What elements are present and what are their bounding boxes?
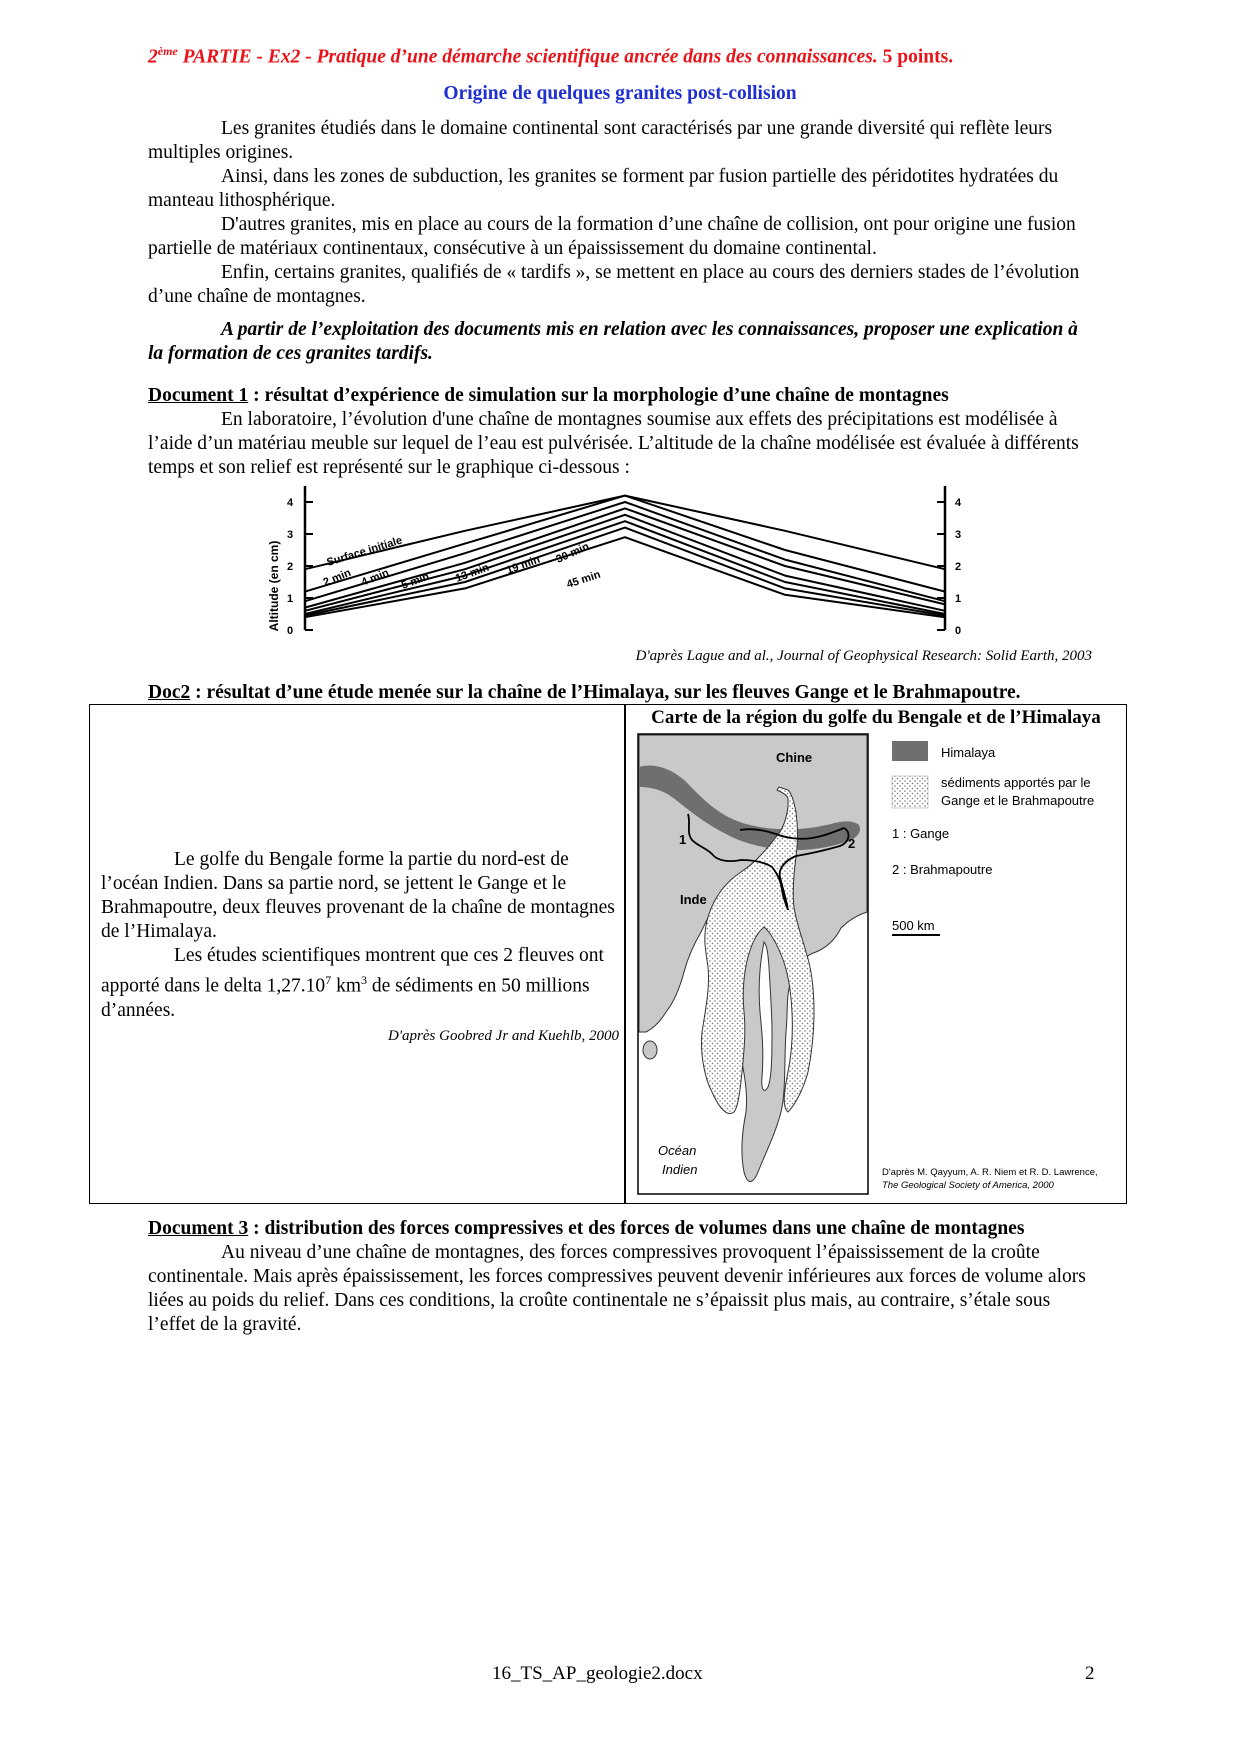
label-2min: 2 min bbox=[321, 566, 353, 589]
label-13min: 13 min bbox=[453, 561, 491, 585]
label-inde: Inde bbox=[680, 892, 707, 907]
map-title: Carte de la région du golfe du Bengale et de l’Himalaya bbox=[651, 707, 1101, 728]
label-ocean-1: Océan bbox=[658, 1143, 697, 1158]
title-main: PARTIE - Ex2 - Pratique d’une démarche scientifique ancrée dans des connaissances. bbox=[177, 46, 878, 68]
y-tick-label: 4 bbox=[955, 497, 962, 509]
exercise-title bbox=[148, 44, 1148, 69]
map-credit-2: The Geological Society of America, 2000 bbox=[882, 1180, 1054, 1191]
y-tick-label: 4 bbox=[287, 497, 294, 509]
intro-p2: Ainsi, dans les zones de subduction, les granites se forment par fusion partielle des péridotites hydratées du manteau lithosphérique. bbox=[148, 166, 1059, 211]
doc2-heading-text: : résultat d’une étude menée sur la chaîne de l’Himalaya, sur les fleuves Gange et le Brahmapoutre. bbox=[190, 682, 1021, 703]
doc2-p2-exp2: 3 bbox=[360, 973, 367, 987]
label-num1: 1 bbox=[679, 832, 687, 847]
legend-sed-1: sédiments apportés par le bbox=[941, 775, 1091, 790]
y-tick-label: 2 bbox=[287, 561, 294, 573]
intro-p3: D'autres granites, mis en place au cours de la formation d’une chaîne de collision, ont pour origine une fusion partielle de matériaux continentaux, consécutive à un épaississement du domaine continental. bbox=[148, 214, 1076, 259]
y-tick-label: 2 bbox=[955, 561, 962, 573]
doc1-source: D'après Lague and al., Journal of Geophysical Research: Solid Earth, 2003 bbox=[635, 648, 1092, 664]
doc1-heading-text: : résultat d’expérience de simulation sur la morphologie d’une chaîne de montagnes bbox=[248, 385, 949, 406]
y-tick-label: 1 bbox=[287, 593, 294, 605]
doc2-p1: Le golfe du Bengale forme la partie du nord-est de l’océan Indien. Dans sa partie nord, se jettent le Gange et le Brahmapoutre, deux fleuves provenant de la chaîne de montagnes de l’Himalaya. bbox=[101, 849, 615, 942]
y-tick-label: 0 bbox=[955, 625, 962, 637]
doc2-p2-c: de sédiments en 50 millions d’années. bbox=[101, 975, 590, 1021]
doc3-heading-text: : distribution des forces compressives et des forces de volumes dans une chaîne de montagnes bbox=[248, 1218, 1025, 1239]
title-points: 5 points. bbox=[877, 46, 954, 68]
footer-page-number: 2 bbox=[1085, 1663, 1095, 1684]
intro-p1: Les granites étudiés dans le domaine continental sont caractérisés par une grande diversité qui reflète leurs multiples origines. bbox=[148, 118, 1053, 163]
doc2-divider bbox=[624, 704, 626, 1204]
doc3-text: Au niveau d’une chaîne de montagnes, des forces compressives provoquent l’épaississement de la croûte continentale. Mais après épaississement, les forces compressives peuvent devenir inférieures aux forces de volume alors liées au poids du relief. Dans ces conditions, la croûte continentale ne s’épaissit plus mais, au contraire, s’étale sous l’effet de la gravité. bbox=[148, 1242, 1086, 1335]
map-credit-1: D'après M. Qayyum, A. R. Niem et R. D. Lawrence, bbox=[882, 1167, 1098, 1178]
label-ocean-2: Indien bbox=[662, 1162, 698, 1177]
doc1-label: Document 1 bbox=[148, 385, 249, 406]
subtitle: Origine de quelques granites post-collision bbox=[443, 83, 797, 104]
question: A partir de l’exploitation des documents mis en relation avec les connaissances, proposer une explication à la formation de ces granites tardifs. bbox=[148, 319, 1078, 364]
footer-filename: 16_TS_AP_geologie2.docx bbox=[492, 1663, 703, 1684]
doc2-label: Doc2 bbox=[148, 682, 191, 703]
label-45min: 45 min bbox=[565, 568, 603, 591]
doc2-heading bbox=[148, 682, 1108, 704]
label-5min: 5 min bbox=[399, 570, 432, 592]
label-surface-initiale: Surface initiale bbox=[325, 534, 404, 569]
scale-label: 500 km bbox=[892, 918, 935, 933]
label-19min: 19 min bbox=[504, 553, 542, 577]
doc1-text: En laboratoire, l’évolution d'une chaîne de montagnes soumise aux effets des précipitations est modélisée à l’aide d’un matériau meuble sur lequel de l’eau est pulvérisée. L’altitude de la chaîne modélisée est évaluée à différents temps et son relief est représenté sur le graphique ci-dessous : bbox=[148, 409, 1079, 478]
doc2-p2 bbox=[101, 944, 619, 1023]
doc2-p2-a: Les études scientifiques montrent que ces 2 fleuves ont apporté dans le delta 1,27.10 bbox=[101, 945, 604, 997]
series-line-5-min bbox=[305, 508, 945, 607]
legend-sed-swatch bbox=[892, 776, 928, 808]
doc2-source: D'après Goobred Jr and Kuehlb, 2000 bbox=[388, 1027, 619, 1044]
y-axis-label: Altitude (en cm) bbox=[267, 540, 281, 632]
doc1-heading bbox=[148, 385, 1108, 407]
label-chine: Chine bbox=[776, 750, 813, 765]
legend-2: 2 : Brahmapoutre bbox=[892, 862, 993, 877]
bengal-map bbox=[636, 732, 1121, 1198]
title-number: 2 bbox=[148, 46, 158, 68]
altitude-chart bbox=[255, 482, 980, 647]
title-sup: ème bbox=[157, 44, 178, 58]
label-30min: 30 min bbox=[554, 540, 592, 566]
doc3-heading bbox=[148, 1218, 1108, 1240]
intro-block bbox=[148, 117, 1092, 366]
label-num2: 2 bbox=[848, 836, 856, 851]
doc2-text-block bbox=[101, 848, 619, 1048]
y-tick-label: 3 bbox=[955, 529, 962, 541]
doc2-p2-exp: 7 bbox=[325, 973, 332, 987]
island bbox=[643, 1041, 657, 1059]
doc3-label: Document 3 bbox=[148, 1218, 249, 1239]
label-4min: 4 min bbox=[359, 566, 391, 589]
legend-himalaya: Himalaya bbox=[941, 745, 996, 760]
y-tick-label: 1 bbox=[955, 593, 962, 605]
series-line-surface-initiale bbox=[305, 496, 945, 570]
legend-himalaya-swatch bbox=[892, 741, 928, 761]
legend-sed-2: Gange et le Brahmapoutre bbox=[941, 793, 1095, 808]
intro-p4: Enfin, certains granites, qualifiés de « tardifs », se mettent en place au cours des derniers stades de l’évolution d’une chaîne de montagnes. bbox=[148, 262, 1080, 307]
y-tick-label: 0 bbox=[287, 625, 294, 637]
legend-1: 1 : Gange bbox=[892, 826, 950, 841]
doc2-p2-b: km bbox=[331, 975, 361, 997]
y-tick-label: 3 bbox=[287, 529, 294, 541]
